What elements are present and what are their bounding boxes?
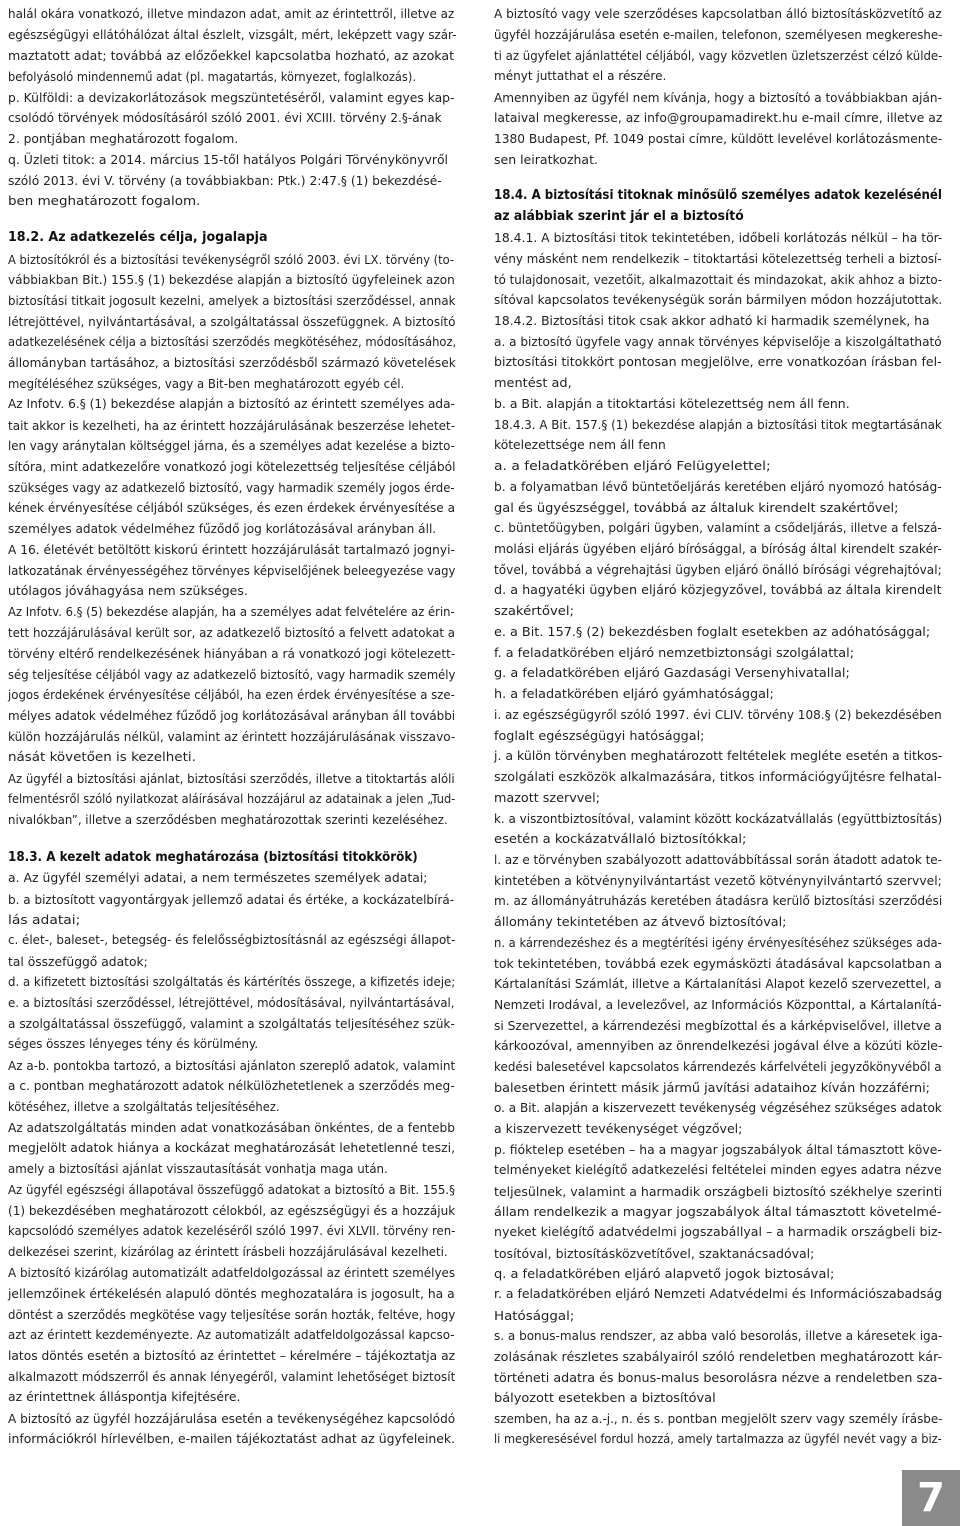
text-line: d. a kifizetett biztosítási szolgáltatás és kártérítés összege, a kifizetés ideje; — [8, 974, 456, 989]
text-line: A biztosító kizárólag automatizált adatfeldolgozással az érintett személyes — [8, 1265, 456, 1280]
text-line: döntést a szerződés megkötése vagy teljesítése során hozták, feltéve, hogy — [8, 1307, 456, 1322]
text-line: állomány tekintetében az átvevő biztosítóval; — [494, 914, 787, 929]
text-line: tait akkor is kezelheti, ha az érintett hozzájárulásának beszerzése lehetet- — [8, 418, 456, 433]
text-line: Az adatszolgáltatás minden adat vonatkozásában önkéntes, de a fentebb — [8, 1120, 455, 1135]
text-line: kötéséhez, illetve a szolgáltatás teljesítéséhez. — [8, 1099, 280, 1114]
text-line: sítóra, mint adatkezelőre vonatkozó jogi kötelezettség teljesítése céljából — [8, 459, 456, 474]
text-line: ti az ügyfelet ajánlattétel céljából, vagy közvetlen üzletszerzést célzó külde- — [494, 48, 943, 63]
text-line: k. a viszontbiztosítóval, valamint között kockázatvállalás (együttbiztosítás) — [494, 811, 943, 826]
text-line: mazott szervvel; — [494, 790, 600, 805]
text-line: e. a biztosítási szerződéssel, létrejöttével, módosításával, nyilvántartásával, — [8, 995, 455, 1010]
text-line: mentést ad, — [494, 375, 572, 390]
text-line: jellemzőinek értékelésén alapuló döntés meghozatalára is jogosult, ha a — [8, 1286, 455, 1301]
text-line: Az ügyfél a biztosítási ajánlat, biztosítási szerződés, illetve a titoktartás alóli — [8, 771, 455, 786]
text-line: azt az érintett kezdeményezte. Az automatizált adatfeldolgozással kapcso- — [8, 1327, 455, 1342]
text-line: alkalmazott módszerről és annak lényegéről, valamint lehetőséget biztosít — [8, 1369, 456, 1384]
text-line: maztatott adat; továbbá az előzőekkel kapcsolatba hozható, az azokat — [8, 48, 455, 63]
text-line: p. Külföldi: a devizakorlátozások megszüntetéséről, valamint egyes kap- — [8, 90, 455, 105]
text-line: a. a feladatkörében eljáró Felügyelettel; — [494, 458, 771, 473]
text-line: Az Infotv. 6.§ (1) bekezdése alapján a biztosító az érintett személyes ada- — [8, 396, 455, 411]
text-line: a. Az ügyfél személyi adatai, a nem természetes személyek adatai; — [8, 870, 428, 885]
text-line: külön hozzájárulás nélkül, valamint az érintett hozzájárulásának visszavo- — [8, 729, 456, 744]
text-line: a. a biztosító ügyfele vagy annak törvényes képviselője a kiszolgáltatható — [494, 334, 942, 349]
text-line: c. élet-, baleset-, betegség- és felelősségbiztosításnál az egészségi állapot- — [8, 932, 456, 947]
text-line: len vagy aránytalan költséggel járna, és a személyes adat kezelése a bizto- — [8, 438, 455, 453]
text-line: A biztosító vagy vele szerződéses kapcsolatban álló biztosításközvetítő az — [494, 6, 942, 21]
text-line: zolásának részletes szabályairól szóló rendeletben meghatározott kár- — [494, 1349, 943, 1364]
text-line: séges összes lényeges tény és körülmény. — [8, 1036, 259, 1051]
text-line: molási eljárás ügyében eljáró bírósággal, a bíróság által kirendelt szakér- — [494, 541, 942, 556]
text-line: latos döntés esetén a biztosító az érintettet – kérelmére – tájékoztatja az — [8, 1348, 456, 1363]
text-line: lataival megkeresse, az info@groupamadirekt.hu e-mail címre, illetve az — [494, 110, 943, 125]
text-line: ügyfél hozzájárulása esetén e-mailen, telefonon, személyesen megkereshe- — [494, 27, 943, 42]
text-line: h. a feladatkörében eljáró gyámhatósággal; — [494, 686, 774, 701]
text-line: biztosítási titkait jogosult kezelni, amelyek a biztosítási szerződéssel, annak — [8, 293, 456, 308]
text-line: utólagos jóváhagyása nem szükséges. — [8, 583, 248, 598]
text-line: d. a hagyatéki ügyben eljáró közjegyzővel, továbbá az általa kirendelt — [494, 582, 942, 597]
text-line: j. a külön törvényben meghatározott feltételek megléte esetén a titkos- — [494, 748, 943, 763]
text-line: tővel, továbbá a végrehajtási ügyben eljáró önálló bírósági végrehajtóval; — [494, 562, 942, 577]
text-line: c. büntetőügyben, polgári ügyben, valamint a csődeljárás, illetve a felszá- — [494, 520, 942, 535]
text-line: teljesülnek, valamint a harmadik országbeli biztosító székhelye szerinti — [494, 1184, 943, 1199]
text-line: személyes adatok védelméhez fűződő jog korlátozásával arányban áll. — [8, 521, 437, 536]
text-line: sen leiratkozhat. — [494, 152, 598, 167]
text-line: kárkoozóval, amennyiben az önrendelkezési jogával élve a közúti közle- — [494, 1038, 943, 1053]
text-line: si Szervezettel, a kárrendezési megbízottal és a kárképviselővel, illetve a — [494, 1018, 942, 1033]
section-heading: 18.4. A biztosítási titoknak minősülő személyes adatok kezelésénél — [494, 188, 942, 203]
text-line: gal és ügyészséggel, továbbá az általuk kirendelt szakértővel; — [494, 500, 899, 515]
text-line: tok tekintetében, továbbá ezek egymásközti átadásával kapcsolatban a — [494, 956, 943, 971]
text-line: tó tulajdonosait, vezetőit, alkalmazottait és mindazokat, akik ahhoz a bizto- — [494, 272, 943, 287]
text-line: Amennyiben az ügyfél nem kívánja, hogy a biztosító a továbbiakban aján- — [494, 90, 942, 105]
text-line: Az Infotv. 6.§ (5) bekezdése alapján, ha a személyes adat felvételére az érin- — [8, 604, 455, 619]
text-line: b. a folyamatban lévő büntetőeljárás keretében eljáró nyomozó hatóság- — [494, 479, 942, 494]
text-line: adatkezelésének célja a biztosítási szerződés megkötéséhez, módosításához, — [8, 334, 457, 349]
text-line: törvény eltérő rendelkezésének hiányában a rá vonatkozó jogi kötelezett- — [8, 646, 456, 661]
text-line: delkezései szerint, kizárólag az érintett írásbeli hozzájárulásával kezelheti. — [8, 1244, 448, 1259]
text-line: p. fióktelep esetében – ha a magyar jogszabályok által támasztott köve- — [494, 1142, 942, 1157]
text-line: megítéléséhez szükséges, vagy a Bit-ben meghatározott egyéb cél. — [8, 376, 405, 391]
text-line: befolyásoló mindennemű adat (pl. magatartás, környezet, foglalkozás). — [8, 69, 416, 84]
text-line: r. a feladatkörében eljáró Nemzeti Adatvédelmi és Információszabadság — [494, 1286, 943, 1301]
text-line: q. Üzleti titok: a 2014. március 15-től hatályos Polgári Törvénykönyvről — [8, 152, 448, 167]
text-line: halál okára vonatkozó, illetve mindazon adat, amit az érintettről, illetve az — [8, 6, 455, 21]
text-line: 18.4.3. A Bit. 157.§ (1) bekezdése alapján a biztosítási titok megtartásának — [494, 417, 942, 432]
text-line: a kiszervezett tevékenységet végzővel; — [494, 1121, 743, 1136]
text-line: 18.4.2. Biztosítási titok csak akkor adható ki harmadik személynek, ha — [494, 313, 930, 328]
text-line: megjelölt adatok hiánya a kockázat meghatározását lehetetlenné teszi, — [8, 1140, 456, 1155]
text-line: létrejöttével, nyilvántartásával, a szolgáltatással összefüggnek. A biztosító — [8, 314, 456, 329]
text-line: telményeket kielégítő adatkezelési feltételei minden egyes adatra nézve — [494, 1162, 942, 1177]
text-line: állományban tartásához, a biztosítási szerződésből származó követelések — [8, 355, 456, 370]
text-line: (1) bekezdésében meghatározott célokból, az egészségügyi és a hozzájuk — [8, 1203, 456, 1218]
text-line: lás adatai; — [8, 912, 81, 927]
text-line: b. a biztosított vagyontárgyak jellemző adatai és értéke, a kockázatelbírá- — [8, 892, 455, 907]
text-line: A biztosítókról és a biztosítási tevékenységről szóló 2003. évi LX. törvény (to- — [8, 252, 455, 267]
text-line: o. a Bit. alapján a kiszervezett tevékenység végzéséhez szükséges adatok — [494, 1100, 942, 1115]
text-line: információkról hírlevélben, e-mailen tájékoztatást adhat az ügyfeleinek. — [8, 1431, 456, 1446]
text-line: Az ügyfél egészségi állapotával összefüggő adatokat a biztosító a Bit. 155.§ — [8, 1182, 456, 1197]
text-line: esetén a kockázatvállaló biztosítókkal; — [494, 831, 747, 846]
text-line: felmentésről szóló nyilatkozat aláírásával hozzájárul az adatainak a jelen „Tud- — [8, 791, 456, 806]
text-line: f. a feladatkörében eljáró nemzetbiztonsági szolgálattal; — [494, 645, 855, 660]
text-line: i. az egészségügyről szóló 1997. évi CLIV. törvény 108.§ (2) bekezdésében — [494, 707, 942, 722]
text-line: vábbiakban Bit.) 155.§ (1) bekezdése alapján a biztosító ügyfeleinek azon — [8, 272, 455, 287]
text-line: a c. pontban meghatározott adatok nélkülözhetetlenek a szerződés meg- — [8, 1078, 455, 1093]
text-line: mélyes adatok védelméhez fűződő jog korlátozásával arányban áll további — [8, 708, 456, 723]
text-line: Kártalanítási Számlát, illetve a Kártalanítási Alapot kezelő szervezettel, a — [494, 976, 942, 991]
text-line: li megkeresésével fordul hozzá, amely tartalmazza az ügyfél nevét vagy a biz- — [494, 1431, 942, 1446]
text-line: csolódó törvények módosításáról szóló 2001. évi XCIII. törvény 2.§-ának — [8, 110, 442, 125]
text-line: Hatósággal; — [494, 1308, 575, 1323]
text-line: kintetében a kötvénynyilvántartást vezető kötvénynyilvántartó szervvel; — [494, 873, 942, 888]
text-line: m. az állományátruházás keretében átadásra kerülő biztosítási szerződési — [494, 893, 943, 908]
section-heading: az alábbiak szerint jár el a biztosító — [494, 209, 744, 224]
text-line: ség teljesítése céljából vagy az adatkezelő biztosító, vagy harmadik személy — [8, 667, 456, 682]
text-line: sítóval kapcsolatos tevékenységük során bármilyen módon hozzájutottak. — [494, 292, 943, 307]
text-line: kedési balesetével kapcsolatos kárrendezés kárfelvételi jegyzőkönyvéből a — [494, 1059, 942, 1074]
text-line: A 16. életévét betöltött kiskorú érintett hozzájárulását tartalmazó jognyi- — [8, 542, 455, 557]
text-line: A biztosító az ügyfél hozzájárulása esetén a tevékenységéhez kapcsolódó — [8, 1411, 456, 1426]
text-line: szemben, ha az a.-j., n. és s. pontban megjelölt szerv vagy személy írásbe- — [494, 1411, 943, 1426]
text-line: e. a Bit. 157.§ (2) bekezdésben foglalt esetekben az adóhatósággal; — [494, 624, 931, 639]
text-line: n. a kárrendezéshez és a megtérítési igény érvényesítéséhez szükséges ada- — [494, 935, 942, 950]
text-line: 18.4.1. A biztosítási titok tekintetében, időbeli korlátozás nélkül – ha tör- — [494, 230, 943, 245]
text-line: 2. pontjában meghatározott fogalom. — [8, 131, 239, 146]
text-line: nyeket kielégítő adatvédelmi jogszabállyal – a harmadik országbeli biz- — [494, 1224, 943, 1239]
text-line: bályozott esetekben a biztosítóval — [494, 1390, 716, 1405]
section-heading: 18.3. A kezelt adatok meghatározása (biztosítási titokkörök) — [8, 850, 418, 865]
text-line: szolgálati eszközök alkalmazására, titkos információgyűjtésre felhatal- — [494, 769, 942, 784]
text-line: balesetben érintett másik jármű javítási adataihoz kíván hozzáférni; — [494, 1080, 930, 1095]
text-line: b. a Bit. alapján a titoktartási kötelezettség nem áll fenn. — [494, 396, 850, 411]
text-line: nivalókban”, illetve a szerződésben meghatározottak szerinti kezeléséhez. — [8, 812, 448, 827]
text-line: amely a biztosítási ajánlat visszautasítását vonhatja maga után. — [8, 1161, 388, 1176]
text-line: 1380 Budapest, Pf. 1049 postai címre, küldött levelével korlátozásmente- — [494, 131, 943, 146]
text-line: kének érvényesítése céljából szükséges, és ezen érdekek érvényesítése a — [8, 500, 455, 515]
text-line: vény másként nem rendelkezik – titoktartási kötelezettség terheli a biztosí- — [494, 251, 942, 266]
text-line: biztosítási titokkört pontosan megjelölve, erre vonatkozóan írásban fel- — [494, 354, 942, 369]
text-line: foglalt egészségügyi hatósággal; — [494, 728, 705, 743]
text-line: ményt juttathat el a részére. — [494, 68, 667, 83]
text-line: ben meghatározott fogalom. — [8, 193, 201, 208]
text-line: tosítóval, biztosításközvetítővel, szaktanácsadóval; — [494, 1246, 815, 1261]
text-line: nását követően is kezelheti. — [8, 749, 196, 764]
text-line: egészségügyi ellátóhálózat által észlelt, vizsgált, mért, leképzett vagy szár- — [8, 27, 457, 42]
text-line: s. a bonus-malus rendszer, az abba való besorolás, illetve a káresetek iga- — [494, 1328, 943, 1343]
page-number: 7 — [902, 1470, 960, 1526]
text-line: l. az e törvényben szabályozott adattovábbítással során átadott adatok te- — [494, 852, 942, 867]
section-heading: 18.2. Az adatkezelés célja, jogalapja — [8, 230, 268, 245]
text-line: jogos érdekének érvényesítése céljából, ha ezen érdek érvényesítése a sze- — [8, 687, 455, 702]
text-line: kapcsolódó személyes adatok kezeléséről szóló 1997. évi XLVII. törvény ren- — [8, 1223, 456, 1238]
text-line: Az a-b. pontokba tartozó, a biztosítási ajánlaton szereplő adatok, valamint — [8, 1058, 456, 1073]
text-line: az érintettnek álláspontja kifejtésére. — [8, 1389, 241, 1404]
text-line: Nemzeti Irodával, a levelezővel, az Információs Központtal, a Kártalanítá- — [494, 997, 942, 1012]
text-line: g. a feladatkörében eljáró Gazdasági Versenyhivatallal; — [494, 665, 850, 680]
text-line: szóló 2013. évi V. törvény (a továbbiakban: Ptk.) 2:47.§ (1) bekezdésé- — [8, 173, 442, 188]
text-line: állam rendelkezik a magyar jogszabályok által támasztott követelmé- — [494, 1204, 942, 1219]
text-line: szükséges vagy az adatkezelő biztosító, vagy harmadik személy jogos érde- — [8, 480, 455, 495]
text-line: szakértővel; — [494, 603, 575, 618]
text-line: tal összefüggő adatok; — [8, 954, 148, 969]
text-line: tett hozzájárulásával került sor, az adatkezelő biztosító a felvett adatokat a — [8, 625, 456, 640]
text-line: kötelezettsége nem áll fenn — [494, 437, 666, 452]
text-line: latkozatának érvényességéhez törvényes képviselőjének beleegyezése vagy — [8, 563, 456, 578]
text-line: q. a feladatkörében eljáró alapvető jogok biztosával; — [494, 1266, 835, 1281]
text-line: történeti adatra és bonus-malus besorolásra nézve a rendeletben sza- — [494, 1370, 943, 1385]
text-line: a szolgáltatással összefüggő, valamint a szolgáltatás teljesítéséhez szük- — [8, 1016, 455, 1031]
